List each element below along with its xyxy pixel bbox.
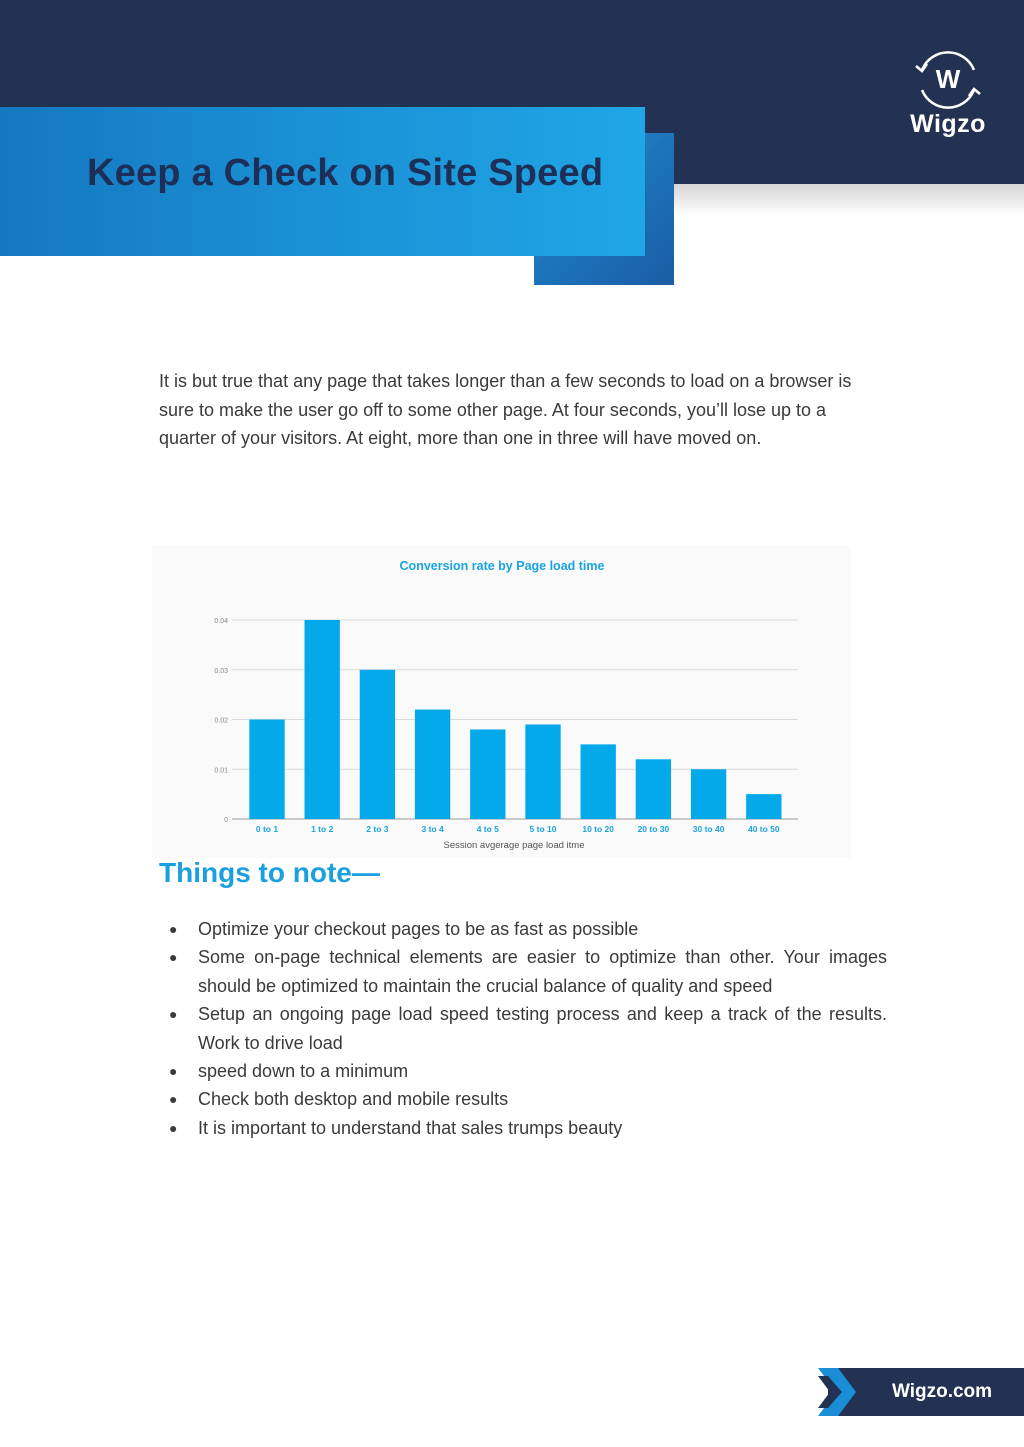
- brand-name: Wigzo: [910, 110, 986, 138]
- note-item: [159, 1114, 887, 1142]
- note-text: speed down to a minimum: [198, 1061, 409, 1082]
- chart-ytick-label: 0.03: [214, 667, 228, 675]
- chart-x-axis-label: Session avgerage page load itme: [443, 840, 585, 851]
- bullet-icon: ●: [169, 1006, 178, 1023]
- bullet-icon: ●: [169, 1119, 178, 1136]
- chart-bar: [691, 769, 726, 819]
- chart-title: Conversion rate by Page load time: [399, 559, 605, 573]
- chart-bar: [581, 744, 616, 819]
- note-item: [159, 1085, 887, 1113]
- chart-xtick-label: 20 to 30: [637, 824, 670, 834]
- chart-xtick-label: 3 to 4: [421, 824, 444, 834]
- chart-xtick-label: 30 to 40: [692, 824, 725, 834]
- chart-xtick-label: 4 to 5: [476, 824, 499, 834]
- chart-bar: [249, 720, 284, 820]
- chart-bar: [415, 710, 450, 819]
- note-text: Check both desktop and mobile results: [198, 1089, 509, 1110]
- note-item: [159, 943, 887, 1000]
- bullet-icon: ●: [169, 949, 178, 966]
- conversion-chart: [152, 546, 851, 858]
- chart-ytick-label: 0.02: [214, 717, 228, 725]
- note-text: Setup an ongoing page load speed testing process and keep a track of the results. Work to drive load: [198, 1004, 887, 1053]
- chart-bar: [636, 759, 671, 819]
- chart-xtick-label: 5 to 10: [529, 824, 557, 834]
- intro-paragraph: It is but true that any page that takes longer than a few seconds to load on a browser is sure to make the user go off to some other page. At four seconds, you’ll lose up to a quarter of your visitors. At eight, more than one in three will have moved on.: [159, 371, 852, 448]
- chart-card: [152, 546, 851, 858]
- notes-title: Things to note—: [159, 857, 380, 888]
- chart-bar: [525, 724, 560, 819]
- chart-xtick-label: 0 to 1: [255, 824, 279, 834]
- note-item: [159, 1000, 887, 1057]
- notes-list: [159, 915, 887, 1142]
- chart-xtick-label: 2 to 3: [366, 824, 389, 834]
- chart-bar: [470, 729, 505, 819]
- chart-bar: [746, 794, 781, 819]
- page-title: Keep a Check on Site Speed: [87, 152, 604, 194]
- chart-ytick-label: 0.01: [214, 767, 228, 775]
- chart-xtick-label: 10 to 20: [582, 824, 615, 834]
- chart-ytick-label: 0: [224, 817, 228, 824]
- bullet-icon: ●: [169, 1063, 178, 1080]
- chart-xtick-label: 40 to 50: [747, 824, 780, 834]
- note-item: [159, 1057, 887, 1085]
- footer-site-link[interactable]: Wigzo.com: [891, 1381, 993, 1402]
- note-text: Some on-page technical elements are easier to optimize than other. Your images should be optimized to maintain the crucial balance of quality and speed: [198, 947, 887, 996]
- chart-bar: [360, 670, 395, 819]
- note-text: It is important to understand that sales trumps beauty: [198, 1117, 623, 1138]
- header-shadow: [645, 184, 1024, 216]
- bullet-icon: ●: [169, 1091, 178, 1108]
- logo-letter: W: [935, 64, 961, 94]
- chart-xtick-label: 1 to 2: [311, 824, 334, 834]
- note-item: [159, 915, 887, 943]
- chart-ytick-label: 0.04: [214, 618, 228, 625]
- note-text: Optimize your checkout pages to be as fast as possible: [198, 919, 639, 939]
- chart-bar: [305, 620, 340, 819]
- bullet-icon: ●: [169, 921, 178, 937]
